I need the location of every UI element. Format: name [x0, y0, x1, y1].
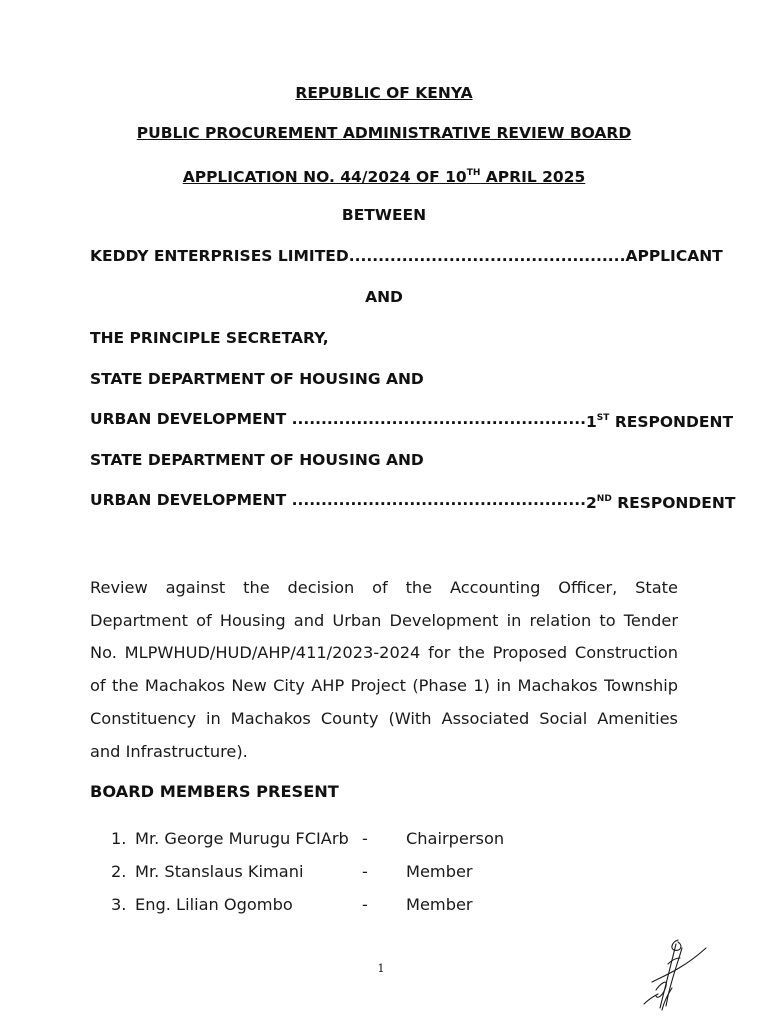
applicant-name-with-dots	[90, 246, 625, 266]
respondent2-line1: STATE DEPARTMENT OF HOUSING AND	[90, 451, 424, 469]
member-role: Member	[406, 895, 473, 914]
heading-country-text: REPUBLIC OF KENYA	[295, 84, 473, 102]
respondent1-role-text: RESPONDENT	[609, 413, 734, 432]
member-dash: -	[362, 862, 368, 881]
heading-application	[0, 164, 768, 187]
member-role: Member	[406, 862, 473, 881]
respondent1-role	[586, 409, 733, 432]
member-number: 3.	[111, 895, 127, 914]
heading-board-text: PUBLIC PROCUREMENT ADMINISTRATIVE REVIEW BOARD	[136, 124, 632, 142]
respondent2-dots: ..................................................	[291, 491, 586, 509]
respondent2-role-text: RESPONDENT	[611, 494, 736, 513]
application-prefix: APPLICATION NO. 44/2024 OF 10	[182, 168, 467, 187]
respondent1-line2: STATE DEPARTMENT OF HOUSING AND	[90, 370, 424, 388]
list-item	[111, 888, 631, 921]
list-item	[111, 822, 631, 855]
review-paragraph: Review against the decision of the Accounting Officer, State Department of Housing and Urban Development in relation to Tender No. MLPWHUD/HUD/AHP/411/2023-2024 for the Proposed Construction of the Machakos New City AHP Project (Phase 1) in Machakos Township Constituency in Machakos County (With Associated Social Amenities and Infrastructure).	[90, 578, 678, 761]
heading-board	[0, 123, 768, 143]
respondent1-name: URBAN DEVELOPMENT	[90, 410, 287, 428]
applicant-name: KEDDY ENTERPRISES LIMITED	[90, 247, 349, 265]
respondent1-line3	[90, 409, 734, 432]
heading-between	[0, 205, 768, 225]
respondent2-superscript: ND	[596, 494, 612, 504]
member-dash: -	[362, 895, 368, 914]
respondent1-name-with-dots	[90, 409, 586, 432]
respondent2-role	[586, 490, 735, 513]
member-name: Mr. George Murugu FCIArb	[135, 829, 349, 848]
member-role: Chairperson	[406, 829, 505, 848]
respondent1-superscript: ST	[596, 413, 610, 423]
member-number: 2.	[111, 862, 127, 881]
application-superscript: TH	[466, 168, 481, 178]
applicant-dots: ...............................................	[348, 247, 626, 265]
member-name: Eng. Lilian Ogombo	[135, 895, 293, 914]
respondent1-number: 1	[586, 413, 597, 432]
applicant-line	[90, 246, 723, 266]
respondent2-line2	[90, 490, 736, 513]
respondent2-name-with-dots	[90, 490, 586, 513]
applicant-role: APPLICANT	[625, 247, 723, 265]
heading-application-text	[183, 168, 586, 186]
application-suffix: APRIL 2025	[480, 168, 586, 187]
between-text: BETWEEN	[341, 206, 427, 224]
member-number: 1.	[111, 829, 127, 848]
heading-country	[0, 83, 768, 103]
page-number: 1	[377, 962, 385, 975]
board-members-list	[111, 822, 631, 921]
board-members-title: BOARD MEMBERS PRESENT	[90, 782, 339, 801]
respondent1-line1: THE PRINCIPLE SECRETARY,	[90, 329, 329, 347]
and-text: AND	[365, 288, 403, 306]
respondent2-number: 2	[586, 494, 597, 513]
heading-and	[0, 287, 768, 307]
list-item	[111, 855, 631, 888]
signature-icon	[638, 934, 710, 1014]
member-name: Mr. Stanslaus Kimani	[135, 862, 304, 881]
member-dash: -	[362, 829, 368, 848]
respondent1-dots: ..................................................	[291, 410, 586, 428]
respondent2-name: URBAN DEVELOPMENT	[90, 491, 287, 509]
